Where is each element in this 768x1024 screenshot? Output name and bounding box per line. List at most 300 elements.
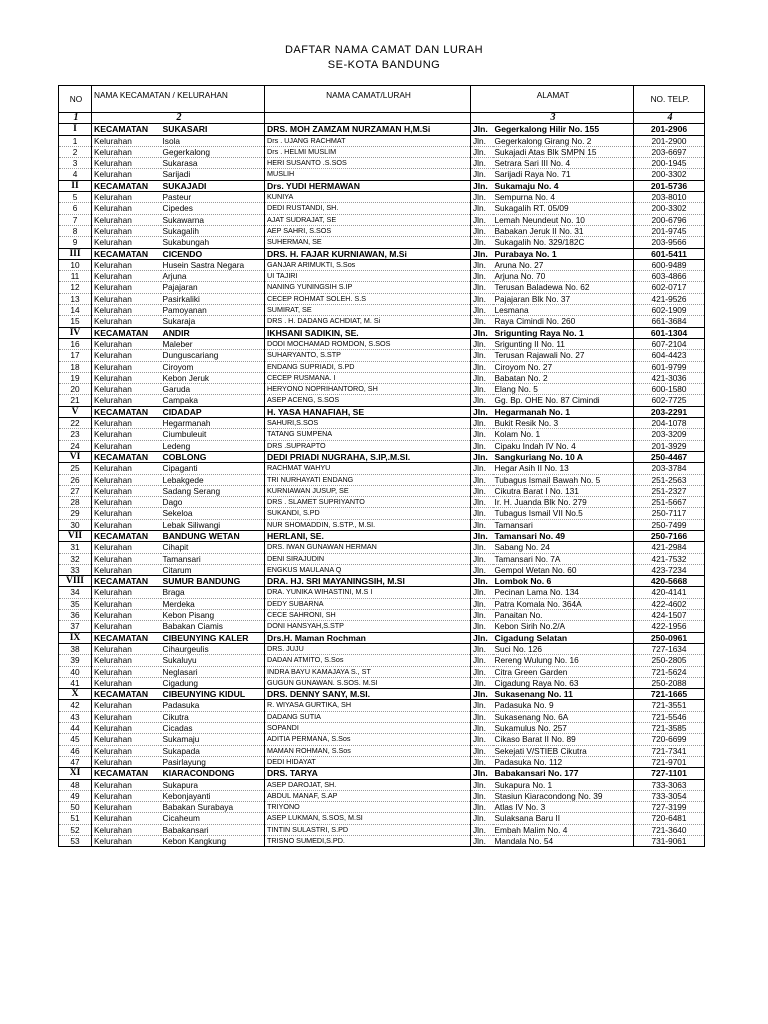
row-address: Babakansari No. 177	[493, 768, 634, 779]
row-street-prefix: Jln.	[471, 813, 493, 824]
kelurahan-row	[59, 418, 705, 429]
row-street-prefix: Jln.	[471, 158, 493, 169]
document-title: DAFTAR NAMA CAMAT DAN LURAH	[284, 44, 484, 56]
row-address: Mandala No. 54	[493, 836, 634, 847]
row-type: Kelurahan	[92, 813, 161, 824]
row-name: Sukaraja	[161, 316, 265, 327]
row-official-name: NUR SHOMADDIN, S.STP., M.SI.	[265, 519, 471, 530]
row-number: 39	[59, 655, 92, 666]
kelurahan-row	[59, 756, 705, 767]
kecamatan-row	[59, 632, 705, 643]
row-official-name: DRS. IWAN GUNAWAN HERMAN	[265, 542, 471, 553]
column-number	[265, 113, 471, 124]
row-address: Lombok No. 6	[493, 576, 634, 587]
row-number: I	[59, 124, 92, 135]
row-official-name: CECEP ROHMAT SOLEH. S.S	[265, 293, 471, 304]
kelurahan-row	[59, 655, 705, 666]
row-phone: 602-1909	[634, 305, 705, 316]
row-number: 5	[59, 192, 92, 203]
row-street-prefix: Jln.	[471, 225, 493, 236]
row-street-prefix: Jln.	[471, 395, 493, 406]
row-official-name: SUMIRAT, SE	[265, 305, 471, 316]
row-name: Braga	[161, 587, 265, 598]
row-official-name: DRS . SLAMET SUPRIYANTO	[265, 497, 471, 508]
row-name: CICENDO	[161, 248, 265, 259]
row-phone: 251-5667	[634, 497, 705, 508]
column-number: 2	[92, 113, 265, 124]
row-type: KECAMATAN	[92, 124, 161, 135]
row-official-name: SUHERMAN, SE	[265, 237, 471, 248]
row-address: Cikutra Barat I No. 131	[493, 485, 634, 496]
kelurahan-row	[59, 350, 705, 361]
row-name: BANDUNG WETAN	[161, 530, 265, 541]
row-number: II	[59, 180, 92, 191]
row-number: 26	[59, 474, 92, 485]
row-number: 7	[59, 214, 92, 225]
row-phone: 204-1078	[634, 418, 705, 429]
row-type: Kelurahan	[92, 214, 161, 225]
row-number: 28	[59, 497, 92, 508]
row-number: 14	[59, 305, 92, 316]
kelurahan-row	[59, 395, 705, 406]
row-name: Cipedes	[161, 203, 265, 214]
row-type: Kelurahan	[92, 305, 161, 316]
row-street-prefix: Jln.	[471, 655, 493, 666]
row-name: Sukapura	[161, 779, 265, 790]
row-street-prefix: Jln.	[471, 802, 493, 813]
row-street-prefix: Jln.	[471, 124, 493, 135]
row-address: Hegar Asih II No. 13	[493, 463, 634, 474]
row-street-prefix: Jln.	[471, 700, 493, 711]
row-phone: 721-1665	[634, 689, 705, 700]
row-street-prefix: Jln.	[471, 327, 493, 338]
kecamatan-row	[59, 768, 705, 779]
row-type: Kelurahan	[92, 790, 161, 801]
row-official-name: TATANG SUMPENA	[265, 429, 471, 440]
row-number: 48	[59, 779, 92, 790]
row-address: Sukagalih RT. 05/09	[493, 203, 634, 214]
row-type: KECAMATAN	[92, 768, 161, 779]
row-address: Sekejati V/STIEB Cikutra	[493, 745, 634, 756]
row-street-prefix: Jln.	[471, 259, 493, 270]
kelurahan-row	[59, 587, 705, 598]
row-name: COBLONG	[161, 451, 265, 462]
row-number: 52	[59, 824, 92, 835]
row-official-name: TRISNO SUMEDI,S.PD.	[265, 836, 471, 847]
row-address: Srigunting II No. 11	[493, 338, 634, 349]
row-number: IV	[59, 327, 92, 338]
row-address: Sarijadi Raya No. 71	[493, 169, 634, 180]
row-number: 33	[59, 564, 92, 575]
row-type: Kelurahan	[92, 225, 161, 236]
row-address: Arjuna No. 70	[493, 271, 634, 282]
row-type: Kelurahan	[92, 621, 161, 632]
row-number: 13	[59, 293, 92, 304]
row-name: KIARACONDONG	[161, 768, 265, 779]
row-phone: 602-0717	[634, 282, 705, 293]
row-phone: 203-8010	[634, 192, 705, 203]
row-phone: 721-3585	[634, 723, 705, 734]
row-street-prefix: Jln.	[471, 203, 493, 214]
row-address: Cikaso Barat II No. 89	[493, 734, 634, 745]
row-address: Cigadung Selatan	[493, 632, 634, 643]
row-name: Sekeloa	[161, 508, 265, 519]
row-number: 42	[59, 700, 92, 711]
row-name: Cicaheum	[161, 813, 265, 824]
row-type: KECAMATAN	[92, 248, 161, 259]
row-street-prefix: Jln.	[471, 836, 493, 847]
row-address: Lemah Neundeut No. 10	[493, 214, 634, 225]
row-type: Kelurahan	[92, 271, 161, 282]
row-type: Kelurahan	[92, 519, 161, 530]
row-address: Sukagalih No. 329/182C	[493, 237, 634, 248]
row-number: 36	[59, 610, 92, 621]
row-type: Kelurahan	[92, 836, 161, 847]
header-alamat: ALAMAT	[471, 86, 634, 113]
kelurahan-row	[59, 598, 705, 609]
kelurahan-row	[59, 485, 705, 496]
row-type: Kelurahan	[92, 135, 161, 146]
row-official-name: TRIYONO	[265, 802, 471, 813]
row-address: Atlas IV No. 3	[493, 802, 634, 813]
row-phone: 733-3054	[634, 790, 705, 801]
row-type: Kelurahan	[92, 203, 161, 214]
row-official-name: DADANG SUTIA	[265, 711, 471, 722]
row-name: Sukagalih	[161, 225, 265, 236]
kelurahan-row	[59, 146, 705, 157]
row-name: Cigadung	[161, 677, 265, 688]
row-street-prefix: Jln.	[471, 576, 493, 587]
row-official-name: DRS. H. FAJAR KURNIAWAN, M.Si	[265, 248, 471, 259]
kecamatan-row	[59, 689, 705, 700]
kelurahan-row	[59, 135, 705, 146]
row-name: Arjuna	[161, 271, 265, 282]
row-phone: 601-9799	[634, 361, 705, 372]
row-address: Bukit Resik No. 3	[493, 418, 634, 429]
row-street-prefix: Jln.	[471, 474, 493, 485]
row-type: KECAMATAN	[92, 451, 161, 462]
row-phone: 423-7234	[634, 564, 705, 575]
row-address: Srigunting Raya No. 1	[493, 327, 634, 338]
row-address: Lesmana	[493, 305, 634, 316]
row-official-name: RACHMAT WAHYU	[265, 463, 471, 474]
kelurahan-row	[59, 542, 705, 553]
row-official-name: H. YASA HANAFIAH, SE	[265, 406, 471, 417]
row-street-prefix: Jln.	[471, 418, 493, 429]
row-name: Pajajaran	[161, 282, 265, 293]
row-official-name: DRS. JUJU	[265, 643, 471, 654]
row-phone: 250-4467	[634, 451, 705, 462]
row-street-prefix: Jln.	[471, 734, 493, 745]
kelurahan-row	[59, 259, 705, 270]
row-official-name: CECE SAHRONI, SH	[265, 610, 471, 621]
row-address: Terusan Rajawali No. 27	[493, 350, 634, 361]
row-phone: 721-9701	[634, 756, 705, 767]
row-name: Gegerkalong	[161, 146, 265, 157]
row-address: Padasuka No. 112	[493, 756, 634, 767]
row-official-name: DODI MOCHAMAD ROMDON, S.SOS	[265, 338, 471, 349]
row-number: 34	[59, 587, 92, 598]
row-number: 32	[59, 553, 92, 564]
row-type: Kelurahan	[92, 508, 161, 519]
row-number: X	[59, 689, 92, 700]
kelurahan-row	[59, 621, 705, 632]
kelurahan-row	[59, 338, 705, 349]
row-street-prefix: Jln.	[471, 440, 493, 451]
row-type: Kelurahan	[92, 553, 161, 564]
row-type: Kelurahan	[92, 655, 161, 666]
row-street-prefix: Jln.	[471, 372, 493, 383]
row-official-name: Drs.H. Maman Rochman	[265, 632, 471, 643]
row-official-name: Drs . UJANG RACHMAT	[265, 135, 471, 146]
row-type: Kelurahan	[92, 350, 161, 361]
row-name: Pamoyanan	[161, 305, 265, 316]
row-street-prefix: Jln.	[471, 519, 493, 530]
kelurahan-row	[59, 813, 705, 824]
row-official-name: DRA. HJ. SRI MAYANINGSIH, M.SI	[265, 576, 471, 587]
kecamatan-row	[59, 576, 705, 587]
kelurahan-row	[59, 203, 705, 214]
kelurahan-row	[59, 824, 705, 835]
header-no: NO	[59, 86, 92, 113]
row-number: 22	[59, 418, 92, 429]
row-official-name: SOPANDI	[265, 723, 471, 734]
kelurahan-row	[59, 723, 705, 734]
kelurahan-row	[59, 271, 705, 282]
row-type: KECAMATAN	[92, 576, 161, 587]
row-official-name: R. WIYASA GURTIKA, SH	[265, 700, 471, 711]
row-address: Tubagus Ismail Bawah No. 5	[493, 474, 634, 485]
row-phone: 421-3036	[634, 372, 705, 383]
row-street-prefix: Jln.	[471, 361, 493, 372]
row-type: Kelurahan	[92, 711, 161, 722]
kecamatan-row	[59, 248, 705, 259]
row-phone: 200-1945	[634, 158, 705, 169]
row-phone: 203-6697	[634, 146, 705, 157]
row-name: CIDADAP	[161, 406, 265, 417]
row-number: 1	[59, 135, 92, 146]
row-official-name: SUKANDI, S.PD	[265, 508, 471, 519]
row-name: SUKASARI	[161, 124, 265, 135]
row-address: Gempol Wetan No. 60	[493, 564, 634, 575]
row-name: CIBEUNYING KIDUL	[161, 689, 265, 700]
column-number: 4	[634, 113, 705, 124]
row-name: Sukawarna	[161, 214, 265, 225]
row-phone: 203-2291	[634, 406, 705, 417]
row-number: 35	[59, 598, 92, 609]
kelurahan-row	[59, 745, 705, 756]
table-header-row	[59, 86, 705, 113]
row-name: Kebon Pisang	[161, 610, 265, 621]
row-name: Garuda	[161, 384, 265, 395]
row-official-name: GUGUN GUNAWAN. S.SOS. M.SI	[265, 677, 471, 688]
kelurahan-row	[59, 519, 705, 530]
row-official-name: ABDUL MANAF, S.AP	[265, 790, 471, 801]
row-number: 38	[59, 643, 92, 654]
row-phone: 720-6481	[634, 813, 705, 824]
row-type: Kelurahan	[92, 542, 161, 553]
kecamatan-row	[59, 451, 705, 462]
row-number: 21	[59, 395, 92, 406]
row-type: Kelurahan	[92, 361, 161, 372]
row-street-prefix: Jln.	[471, 790, 493, 801]
row-street-prefix: Jln.	[471, 384, 493, 395]
row-name: Babakan Surabaya	[161, 802, 265, 813]
kelurahan-row	[59, 316, 705, 327]
row-official-name: TRI NURHAYATI ENDANG	[265, 474, 471, 485]
row-number: XI	[59, 768, 92, 779]
row-street-prefix: Jln.	[471, 587, 493, 598]
row-number: 27	[59, 485, 92, 496]
row-address: Sempurna No. 4	[493, 192, 634, 203]
row-number: 16	[59, 338, 92, 349]
row-official-name: DRS .SUPRAPTO	[265, 440, 471, 451]
row-number: 31	[59, 542, 92, 553]
row-address: Ir. H. Juanda Blk No. 279	[493, 497, 634, 508]
row-number: 53	[59, 836, 92, 847]
row-official-name: ASEP LUKMAN, S.SOS, M.SI	[265, 813, 471, 824]
row-name: Cipaganti	[161, 463, 265, 474]
row-number: 41	[59, 677, 92, 688]
row-type: Kelurahan	[92, 485, 161, 496]
row-official-name: DEDY SUBARNA	[265, 598, 471, 609]
row-phone: 727-1634	[634, 643, 705, 654]
kecamatan-row	[59, 327, 705, 338]
row-phone: 200-3302	[634, 169, 705, 180]
row-number: 4	[59, 169, 92, 180]
row-name: Babakansari	[161, 824, 265, 835]
row-phone: 731-9061	[634, 836, 705, 847]
row-street-prefix: Jln.	[471, 768, 493, 779]
row-type: Kelurahan	[92, 237, 161, 248]
row-phone: 201-3929	[634, 440, 705, 451]
row-name: Kebon Kangkung	[161, 836, 265, 847]
row-type: Kelurahan	[92, 316, 161, 327]
row-name: Husein Sastra Negara	[161, 259, 265, 270]
kelurahan-row	[59, 361, 705, 372]
row-type: Kelurahan	[92, 779, 161, 790]
row-official-name: HERYONO NOPRIHANTORO, SH	[265, 384, 471, 395]
kelurahan-row	[59, 666, 705, 677]
row-address: Sukamaju No. 4	[493, 180, 634, 191]
row-address: Purabaya No. 1	[493, 248, 634, 259]
row-number: 30	[59, 519, 92, 530]
row-street-prefix: Jln.	[471, 564, 493, 575]
row-phone: 201-2900	[634, 135, 705, 146]
row-official-name: DEDI HIDAYAT	[265, 756, 471, 767]
row-name: SUMUR BANDUNG	[161, 576, 265, 587]
row-number: 20	[59, 384, 92, 395]
kelurahan-row	[59, 677, 705, 688]
row-number: 9	[59, 237, 92, 248]
row-address: Gegerkalong Girang No. 2	[493, 135, 634, 146]
row-type: Kelurahan	[92, 146, 161, 157]
row-type: Kelurahan	[92, 723, 161, 734]
row-official-name: CECEP RUSMANA. I	[265, 372, 471, 383]
kelurahan-row	[59, 508, 705, 519]
kelurahan-row	[59, 158, 705, 169]
row-type: Kelurahan	[92, 395, 161, 406]
row-address: Terusan Baladewa No. 62	[493, 282, 634, 293]
row-address: Patra Komala No. 364A	[493, 598, 634, 609]
kelurahan-row	[59, 711, 705, 722]
row-street-prefix: Jln.	[471, 406, 493, 417]
row-type: Kelurahan	[92, 734, 161, 745]
row-official-name: KUNIYA	[265, 192, 471, 203]
row-address: Tamansari	[493, 519, 634, 530]
row-type: Kelurahan	[92, 610, 161, 621]
row-address: Tubagus Ismail VII No.5	[493, 508, 634, 519]
row-official-name: TINTIN SULASTRI, S.PD	[265, 824, 471, 835]
row-street-prefix: Jln.	[471, 271, 493, 282]
row-official-name: DRS. TARYA	[265, 768, 471, 779]
row-phone: 251-2563	[634, 474, 705, 485]
row-official-name: DADAN ATMITO, S.Sos	[265, 655, 471, 666]
row-type: KECAMATAN	[92, 406, 161, 417]
row-number: 46	[59, 745, 92, 756]
row-name: Ledeng	[161, 440, 265, 451]
row-street-prefix: Jln.	[471, 530, 493, 541]
row-official-name: DONI HANSYAH,S.STP	[265, 621, 471, 632]
row-name: Isola	[161, 135, 265, 146]
row-phone: 721-5624	[634, 666, 705, 677]
row-street-prefix: Jln.	[471, 689, 493, 700]
row-street-prefix: Jln.	[471, 180, 493, 191]
kelurahan-row	[59, 169, 705, 180]
row-phone: 250-7499	[634, 519, 705, 530]
row-type: Kelurahan	[92, 192, 161, 203]
row-phone: 420-5668	[634, 576, 705, 587]
row-name: Cihapit	[161, 542, 265, 553]
row-street-prefix: Jln.	[471, 756, 493, 767]
row-official-name: DRS. MOH ZAMZAM NURZAMAN H,M.Si	[265, 124, 471, 135]
row-number: 45	[59, 734, 92, 745]
row-phone: 721-3640	[634, 824, 705, 835]
kelurahan-row	[59, 372, 705, 383]
row-phone: 721-5546	[634, 711, 705, 722]
row-address: Raya Cimindi No. 260	[493, 316, 634, 327]
row-phone: 421-2984	[634, 542, 705, 553]
row-street-prefix: Jln.	[471, 621, 493, 632]
row-type: Kelurahan	[92, 598, 161, 609]
row-name: Pasteur	[161, 192, 265, 203]
row-number: VIII	[59, 576, 92, 587]
row-phone: 250-2088	[634, 677, 705, 688]
row-address: Sulaksana Baru II	[493, 813, 634, 824]
row-phone: 420-4141	[634, 587, 705, 598]
row-name: Sukamaju	[161, 734, 265, 745]
column-number: 1	[59, 113, 92, 124]
row-number: VI	[59, 451, 92, 462]
row-address: Kolam No. 1	[493, 429, 634, 440]
kelurahan-row	[59, 440, 705, 451]
kelurahan-row	[59, 474, 705, 485]
row-name: Sukapada	[161, 745, 265, 756]
row-name: Ciumbuleuit	[161, 429, 265, 440]
row-street-prefix: Jln.	[471, 610, 493, 621]
row-official-name: DEDI PRIADI NUGRAHA, S.IP,.M.SI.	[265, 451, 471, 462]
row-name: Dunguscariang	[161, 350, 265, 361]
row-address: Ciroyom No. 27	[493, 361, 634, 372]
row-phone: 721-3551	[634, 700, 705, 711]
row-street-prefix: Jln.	[471, 643, 493, 654]
row-name: Neglasari	[161, 666, 265, 677]
row-name: Sukabungah	[161, 237, 265, 248]
header-kecamatan-kelurahan: NAMA KECAMATAN / KELURAHAN	[92, 86, 265, 113]
kecamatan-row	[59, 406, 705, 417]
row-address: Sukamulus No. 257	[493, 723, 634, 734]
kelurahan-row	[59, 384, 705, 395]
